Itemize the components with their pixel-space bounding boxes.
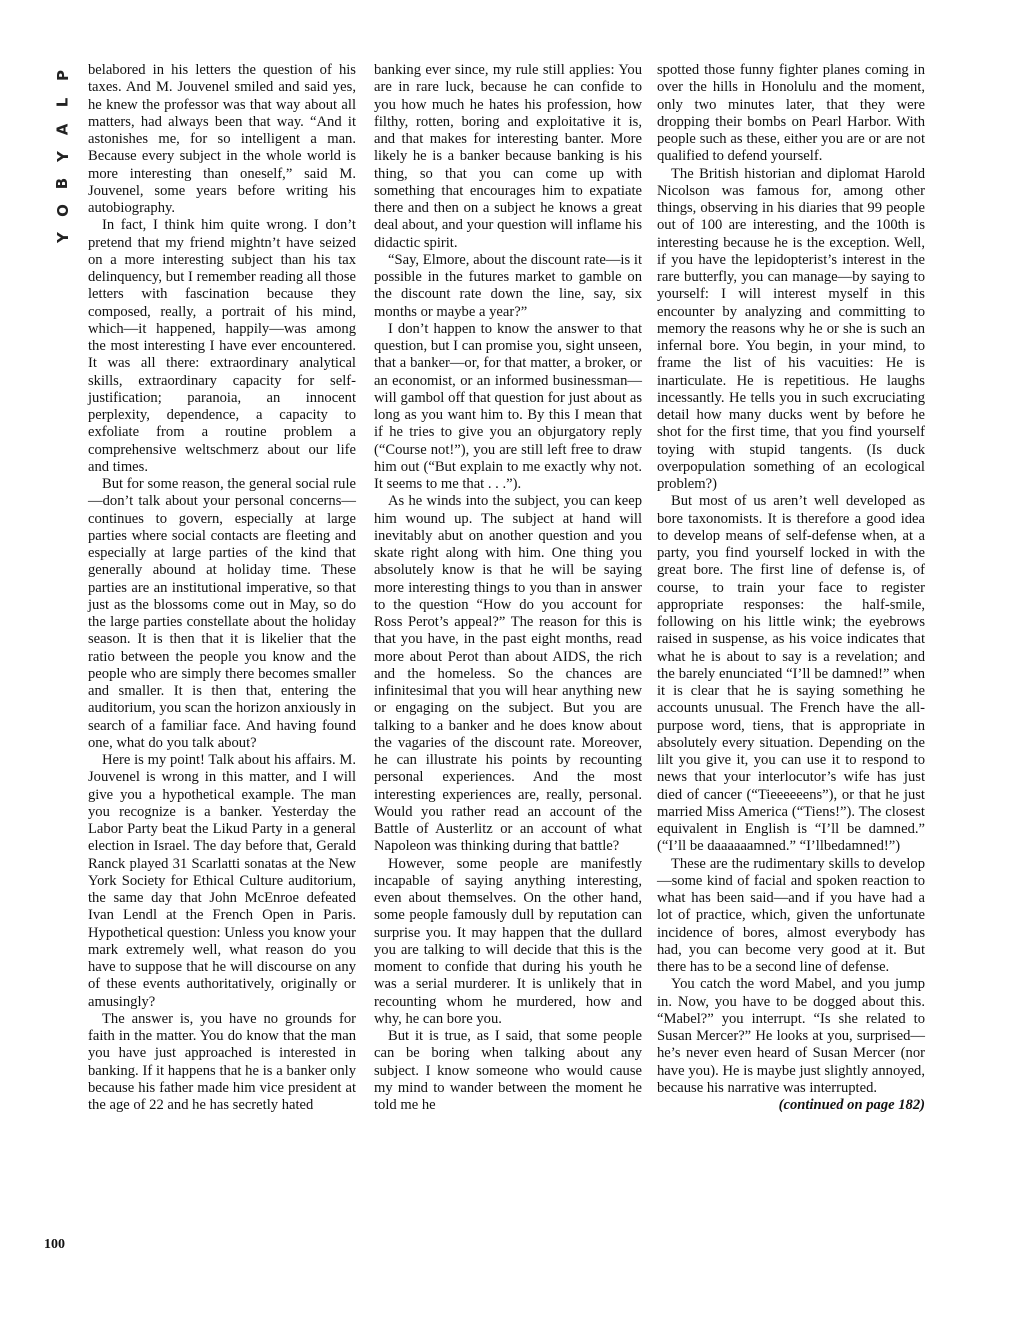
logo-letter: O xyxy=(53,204,72,217)
page-number: 100 xyxy=(44,1237,65,1252)
paragraph: I don’t happen to know the answer to that question, but I can promise you, sight unseen, that a banker—or, for that matter, a broker, or an economist, or an informed businessman—will gambol off that question for just about as long as you want him to. By this I mean that if he tries to give you an objurgatory reply (“Course not!”), you are still left free to draw him out (“But explain to me exactly why not. It seems to me that . . .”). xyxy=(374,320,642,492)
logo-letter: P xyxy=(53,70,72,81)
magazine-side-logo xyxy=(52,62,74,251)
paragraph: But for some reason, the general social rule—don’t talk about your personal concerns—continues to govern, especially at large parties where social contacts are fleeting and especially at large parties of the kind that generally abound at holiday time. These parties are an institutional imperative, so that just as the blossoms come out in May, so do the large parties constellate about the holiday season. It is then that it is likelier that the ratio between the people you know and the people who are simply there becomes smaller and smaller. It is then that, entering the auditorium, you scan the horizon anxiously in search of a familiar face. And having found one, what do you talk about? xyxy=(88,476,356,751)
paragraph: banking ever since, my rule still applies: You are in rare luck, because he can confide to you how much he hates his profession, how filthy, rotten, boring and exploitative it is, and that makes for interesting banter. More likely he is a banker because banking is his thing, so that you can come up with something that encourages him to expatiate there and then on a subject he knows a great deal about, and your question will inflame his didactic spirit. xyxy=(374,62,642,251)
paragraph: The British historian and diplomat Harold Nicolson was famous for, among other things, observing in his diaries that 99 people out of 100 are interesting, and the 100th is interesting because he is the exception. Well, if you have the lepidopterist’s interest in the rare butterfly, you can manage—by saying to yourself: I will interest myself in this encounter by analyzing and committing to memory the reasons why he or she is such an infernal bore. You begin, in your mind, to frame the list of his vacuities: He is inarticulate. He is repetitious. He laughs incessantly. He tells you in such excruciating detail how many ducks went by before he shot for the first time, that you find yourself toying with stupid tangents. (Is duck overpopulation something of an ecological problem?) xyxy=(657,165,925,492)
paragraph: However, some people are manifestly incapable of saying anything interesting, even about themselves. On the other hand, some people famously dull by reputation can surprise you. It may happen that the dullard you are talking to will decide that this is the moment to confide that during his youth he was a serial murderer. It is unlikely that in recounting whom he murdered, how and why, he can bore you. xyxy=(374,855,642,1027)
paragraph: spotted those funny fighter planes coming in over the hills in Honolulu and the moment, only two minutes later, that they were dropping their bombs on Pearl Harbor. With people such as these, either you are or are not qualified to defend yourself. xyxy=(657,62,925,165)
paragraph: But most of us aren’t well developed as bore taxonomists. It is therefore a good idea to develop means of self-defense when, at a party, you find yourself locked in with the great bore. The first line of defense is, of course, to train your face to register appropriate responses: the half-smile, following on his little wink; the eyebrows raised in suspense, as his voice indicates that what he is about to say is a revelation; and the barely enunciated “I’ll be damned!” when it is clear that he is saying something he accounts unusual. The French have the all-purpose word, tiens, that is appropriate in absolutely every situation. Depending on the lilt you give it, you can use it to respond to news that your interlocutor’s wife has just died of cancer (“Tieeeeeens”), or that he just married Miss America (“Tiens!”). The closest equivalent in English is “I’ll be damned.” (“I’ll be daaaaaamned.” “I’llbedamned!”) xyxy=(657,493,925,855)
text-column-1 xyxy=(88,62,356,1114)
logo-letter: A xyxy=(53,123,72,136)
continued-note: (continued on page 182) xyxy=(778,1097,925,1113)
paragraph: These are the rudimentary skills to develop—some kind of facial and spoken reaction to what has been said—and if you have had a lot of practice, which, given the unfortunate incidence of bores, almost everybody has had, you can become very good at it. But there has to be a second line of defense. xyxy=(657,855,925,975)
paragraph: belabored in his letters the question of his taxes. And M. Jouvenel smiled and said yes, he knew the professor was that way about all matters, had always been that way. “And it astonishes me, for so intelligent a man. Because every subject in the whole world is more interesting than oneself,” said M. Jouvenel, some years before writing his autobiography. xyxy=(88,62,356,216)
logo-letter: Y xyxy=(53,232,72,243)
paragraph: Here is my point! Talk about his affairs. M. Jouvenel is wrong in this matter, and I will give you a hypothetical example. The man you recognize is a banker. Yesterday the Labor Party beat the Likud Party in a general election in Israel. The day before that, Gerald Ranck played 31 Scarlatti sonatas at the New York Society for Ethical Culture auditorium, the same day that John McEnroe defeated Ivan Lendl at the French Open in Paris. Hypothetical question: Unless you know your mark extremely well, what reason do you have to suppose that he will discourse on any of these events authoritatively, originally or amusingly? xyxy=(88,752,356,1010)
text-column-2 xyxy=(374,62,642,1114)
paragraph: You catch the word Mabel, and you jump in. Now, you have to be dogged about this. “Mabel?” you interrupt. “Is she related to Susan Mercer?” He looks at you, surprised—he’s never even heard of Susan Mercer (nor have you). He is maybe just slightly annoyed, because his narrative was interrupted. xyxy=(657,976,925,1096)
paragraph: But it is true, as I said, that some people can be boring when talking about any subject. I know someone who would cause my mind to wander between the moment he told me he xyxy=(374,1028,642,1113)
paragraph: The answer is, you have no grounds for faith in the matter. You do know that the man you have just approached is interested in banking. If it happens that he is a banker only because his father made him vice president at the age of 22 and he has secretly hated xyxy=(88,1010,356,1113)
paragraph: In fact, I think him quite wrong. I don’t pretend that my friend mightn’t have seized on a more interesting subject than his tax delinquency, but I remember reading all those letters with fascination because they composed, really, a portrait of his mind, which—it happened, happily—was among the most interesting I have ever encountered. It was all there: extraordinary analytical skills, extraordinary capacity for self-justification; paranoia, an innocent perplexity, dependence, a capacity to exfoliate from a routine problem a comprehensive weltschmerz about our life and times. xyxy=(88,217,356,475)
paragraph: As he winds into the subject, you can keep him wound up. The subject at hand will inevitably abut on another question and you skate right along with him. One thing you absolutely know is that he will be saying more interesting things to you than in answer to the question “How do you account for Ross Perot’s appeal?” The reason for this is that you have, in the past eight months, read more about Perot than about AIDS, the rich and the homeless. So the chances are infinitesimal that you will hear anything new or engaging on the subject. But you are talking to a banker and he does know about the vagaries of the discount rate. Moreover, he can illustrate his points by recounting personal experiences. And the most interesting experiences are, really, personal. Would you rather read an account of the Battle of Austerlitz or an account of what Napoleon was thinking during that battle? xyxy=(374,493,642,855)
logo-letter: B xyxy=(53,177,72,190)
logo-letter: L xyxy=(53,97,72,108)
text-column-3 xyxy=(657,62,925,1114)
logo-letter: Y xyxy=(53,151,72,162)
paragraph: “Say, Elmore, about the discount rate—is it possible in the futures market to gamble on the discount rate down the line, say, six months or maybe a year?” xyxy=(374,251,642,320)
